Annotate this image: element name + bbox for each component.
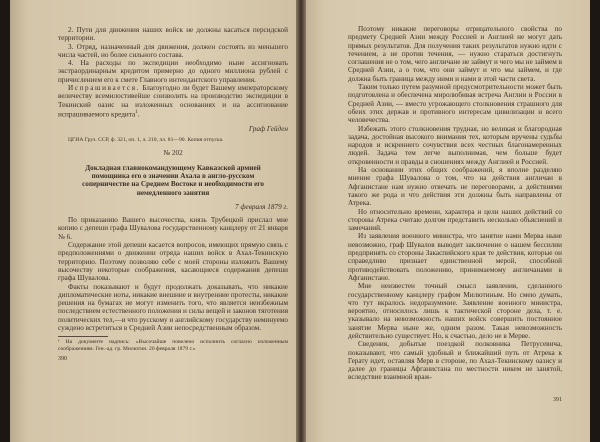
paragraph: Но относительно времени, характера и цели наших действий со стороны Атрека считаю долгом представить несколько объяснений и замечаний. (348, 207, 562, 233)
archive-reference: ЦГИА Груз. ССР, ф. 321, оп. 1, л. 210, лл. 81—90. Копия отпуска. (68, 136, 224, 143)
document-number: № 202 (163, 149, 183, 158)
left-page-text (58, 26, 288, 363)
paragraph: По приказанию Вашего высочества, князь Трубецкой прислал мне копию с депеши графа Шувалова государственному канцлеру от 21 января № 6. (58, 216, 288, 241)
paragraph: Сведения, добытые поездкой полковника Петрусевича, показывают, что самый удобный и ближайший путь от Атрека к Герату идет, оставляя Мерв в стороне, по Ахал-Текинскому оазису и далее до границы Афганистана по местности никем не занятой, вследствие взаимной враж- (348, 340, 562, 382)
paragraph: Содержание этой депеши касается вопросов, имеющих прямую связь с предположениями о движении отряда наших войск в Ахал-Текинскую территорию. Поэтому позволяю себе с моей стороны изложить Вашему высочеству некоторые соображения, касающиеся содержания депеши графа Шувалова. (58, 241, 288, 283)
paragraph: 4. На расходы по экспедиции необходимо ныне ассигновать экстраординарным кредитом примерно до одного миллиона рублей с причислением его к смете Главного интендантского управления. (58, 59, 288, 84)
period: . (137, 110, 140, 119)
left-page (10, 0, 300, 442)
page-number: 390 (58, 356, 67, 363)
right-page (302, 0, 590, 442)
paragraph: На основании этих общих соображений, я вполне разделяю мнение графа Шувалова о том, что на действия англичан в Афганистане нам нужно отвечать не переговорами, а действиями такого же рода и что действия эти должны быть направлены от Атрека. (348, 166, 562, 208)
paragraph: 3. Отряд, назначенный для движения, должен состоять из меньшего числа частей, но более сильного состава. (58, 42, 288, 59)
paragraph: Поэтому никакие переговоры отрицательного свойства по предмету Средней Азии между Россией и Англией не могут дать прямых результатов. Для получения таких результатов нужно идти с течением, а не против течения, — нужно стараться достигнуть соглашения не о том, чего англичане не займут и чего мы не займем в Средней Азии, а о том, что они займут и что мы займем, и где должна быть граница между ними и нами в этой части света. (348, 25, 562, 83)
book-gutter (296, 0, 306, 442)
paragraph: Из заявления военного министра, что занятие нами Мерва ныне невозможно, граф Шувалов выводит заключение о нашем бессилии предпринять со стороны Закаспийского края те действия, которые он справедливо признает единственной мерой, способной противодействовать положению, принимаемому англичанами в Афганистане. (348, 232, 562, 282)
document-title: Докладная главнокомандующему Кавказской армией помощника его о значении Ахала в англо-русском соперничестве на Среднем Востоке и необходимости его немедленного занятия (82, 163, 264, 197)
paragraph: Таким только путем разумной предусмотрительности может быть подготовлена и обеспечена миролюбивая встреча Англии и России в Средней Азии, — вместо угрожающего столкновения страшного для обеих этих держав и противного интересам цивилизации и всего человечества. (348, 83, 562, 125)
paragraph: Избежать этого столкновения трудная, но великая и благородная задача, достойная высокого внимания тех, которым вручены судьбы народов и искреннего сочувствия всех честных благонамеренных людей. Задача тем легче выполнимая, чем больше будет откровенности и правды в сношениях между Англией и Россией. (348, 124, 562, 166)
request-paragraph (58, 84, 288, 119)
paragraph: Мне неизвестен точный смысл заявления, сделанного государственному канцлеру графом Милютиным. Но смею думать, что тут вкралось недоразумение. Заявление военного министра, вероятно, относилось лишь к тактической стороне дела, т. е. указывало на невозможность наших войск совершить постоянное занятие Мерва ныне же, одним разом. Такая невозможность действительно существует. Но, к счастью, дело не в Мерве. (348, 282, 562, 340)
document-date: 7 февраля 1879 г. (235, 202, 288, 211)
footnote: ¹ На документе надпись: «Высочайше повелено исполнить согласно изложенным соображениям. Ген.-ад. гр. Милютин. 20 февраля 1879 г.» (58, 339, 288, 352)
signature: Граф Гейден (248, 124, 288, 133)
footnote-mark: 1 (135, 109, 138, 115)
page-number: 391 (553, 396, 562, 403)
footnote-rule (58, 336, 108, 337)
request-text: Благоугодно ли будет Вашему императорскому величеству всемилостивейше соизволить на производство экспедиции в Текинский оазис на изложенных основаниях и на ассигнование испрашиваемого кредита (58, 84, 288, 119)
paragraph: Факты показывают и будут продолжать доказывать, что никакие дипломатические ноты, никакие внешние и внутренние протесты, никакие решения на бумагах не могут изменить того, что является неизбежным последствием естественного положения и силы вещей и законов тяготения политических тел,—и что русскому и английскому государству неминуемо суждено встретиться в Средней Азии непосредственным образом. (58, 282, 288, 332)
paragraph: 2. Пути для движения наших войск не должны касаться персидской территории. (58, 26, 288, 43)
right-page-text (348, 25, 562, 404)
request-lead: Испрашивается. (68, 84, 140, 93)
